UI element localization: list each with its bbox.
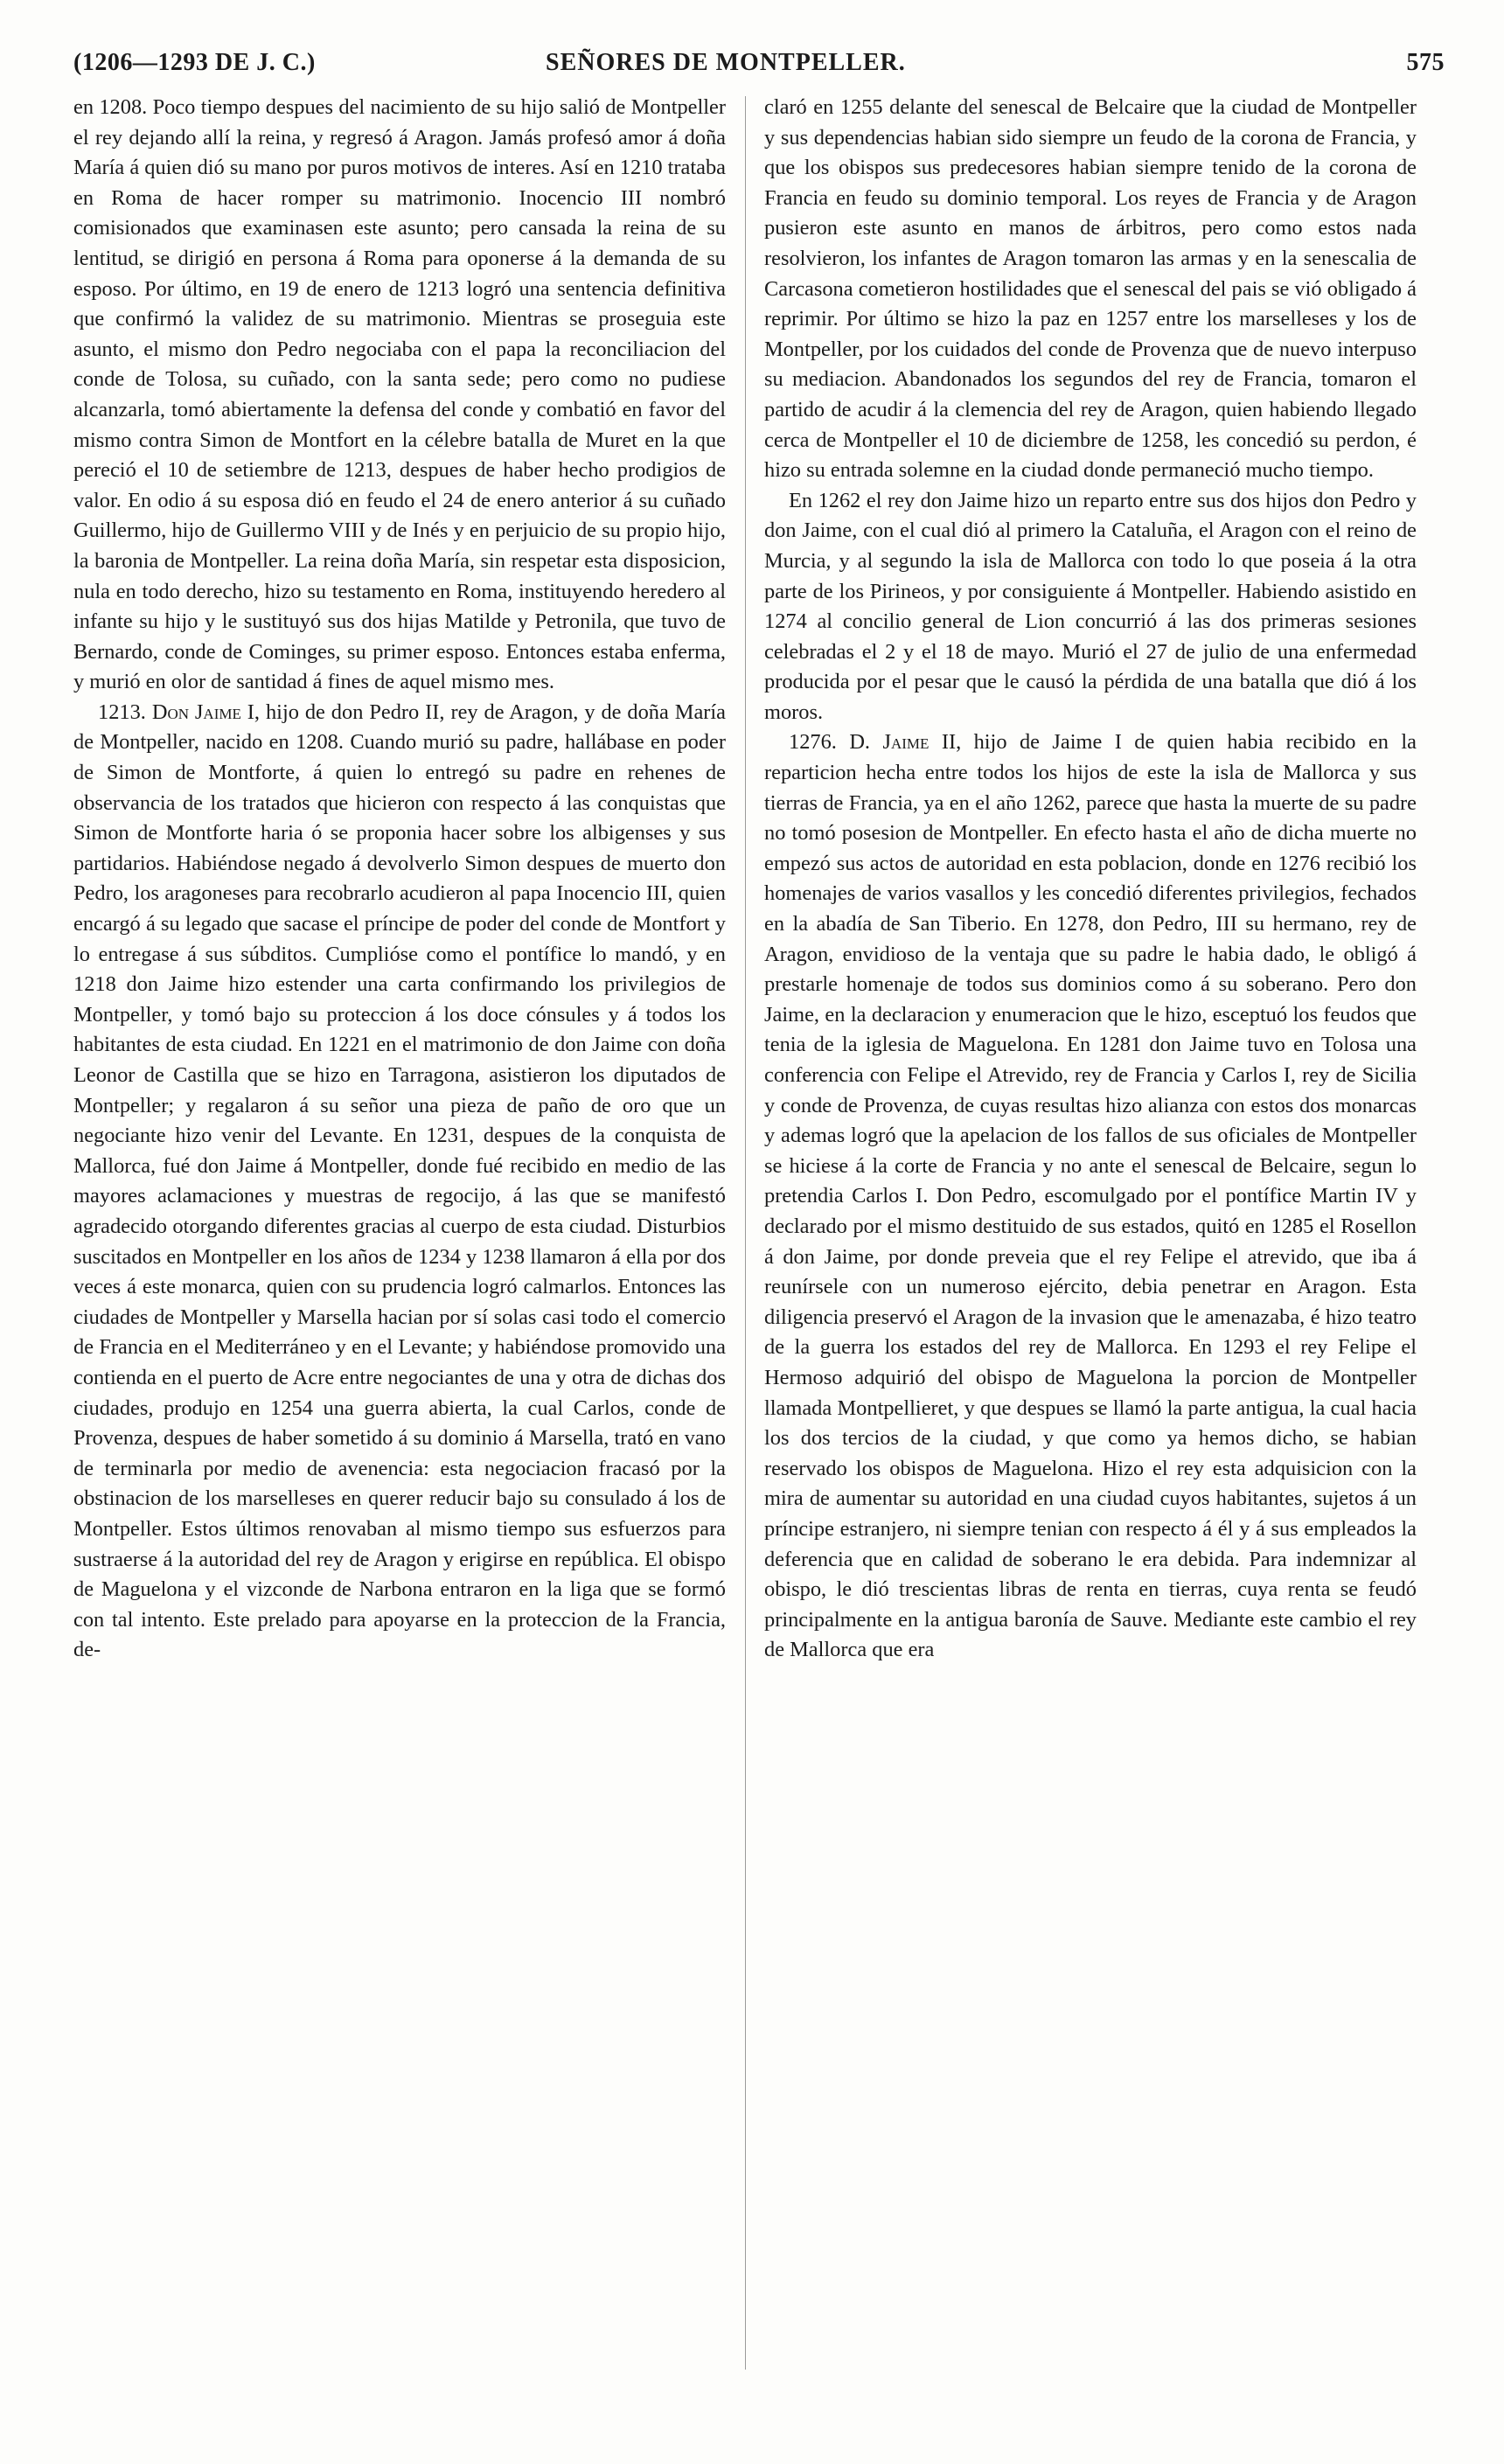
paragraph xyxy=(73,698,726,1666)
column-divider xyxy=(745,96,746,2370)
paragraph-text: claró en 1255 delante del senescal de Belcaire que la ciudad de Montpeller y sus dependencias habian sido siempre un feudo de la corona de Francia, y que los obispos sus predecesores habian siempre tenido de la corona de Francia en feudo su dominio temporal. Los reyes de Francia y de Aragon pusieron este asunto en manos de árbitros, pero como estos nada resolvieron, los infantes de Aragon tomaron las armas y en la senescalia de Carcasona cometieron hostilidades que el senescal del pais se vió obligado á reprimir. Por último se hizo la paz en 1257 entre los marselleses y los de Montpeller, por los cuidados del conde de Provenza que de nuevo interpuso su mediacion. Abandonados los segundos del rey de Francia, tomaron el partido de acudir á la clemencia del rey de Aragon, quien habiendo llegado cerca de Montpeller el 10 de diciembre de 1258, les concedió su perdon, é hizo su entrada solemne en la ciudad donde permaneció mucho tiempo. xyxy=(764,95,1417,483)
paragraph xyxy=(73,93,726,698)
page-number: 575 xyxy=(1406,49,1445,76)
paragraph xyxy=(764,93,1417,486)
paragraph-text: II, hijo de Jaime I de quien habia recibido en la reparticion hecha entre todos los hijos de este la isla de Mallorca y sus tierras de Francia, ya en el año 1262, parece que hasta la muerte de su padre no tomó posesion de Montpeller. En efecto hasta el año de dicha muerte no empezó sus actos de autoridad en esta poblacion, donde en 1276 recibió los homenajes de varios vasallos y les concedió diferentes privilegios, fechados en la abadía de San Tiberio. En 1278, don Pedro, III su hermano, rey de Aragon, envidioso de la ventaja que su padre le habia dado, le obligó á prestarle homenaje de todos sus dominios como á su soberano. Pero don Jaime, en la declaracion y enumeracion que le hizo, esceptuó los feudos que tenia de la iglesia de Maguelona. En 1281 don Jaime tuvo en Tolosa una conferencia con Felipe el Atrevido, rey de Francia y Carlos I, rey de Sicilia y conde de Provenza, de cuyas resultas hizo alianza con estos dos monarcas y ademas logró que la apelacion de los fallos de sus oficiales de Montpeller se hiciese á la corte de Francia y no ante el senescal de Belcaire, segun lo pretendia Carlos I. Don Pedro, escomulgado por el pontífice Martin IV y declarado por el mismo destituido de sus estados, quitó en 1285 el Rosellon á don Jaime, por donde preveia que el rey Felipe el atrevido, que iba á reunírsele con un numeroso ejército, debia penetrar en Aragon. Esta diligencia preservó el Aragon de la invasion que le amenazaba, é hizo teatro de la guerra los estados del rey de Mallorca. En 1293 el rey Felipe el Hermoso adquirió del obispo de Maguelona la porcion de Montpeller llamada Montpellieret, y que despues se llamó la parte antigua, la cual hacia los dos tercios de la ciudad, y que como ya hemos dicho, se habian reservado los obispos de Maguelona. Hizo el rey esta adquisicion con la mira de aumentar su autoridad en una ciudad cuyos habitantes, sujetos á un príncipe estranjero, ni siempre tenian con respecto á él y á sus empleados la deferencia que en calidad de soberano le era debida. Para indemnizar al obispo, le dió trescientas libras de renta en tierras, cuya renta se feudó principalmente en la antigua baronía de Sauve. Mediante este cambio el rey de Mallorca que era xyxy=(764,730,1417,1662)
left-column xyxy=(73,93,726,2384)
paragraph-name: D. Jaime xyxy=(849,730,930,755)
running-header xyxy=(73,45,1445,86)
paragraph xyxy=(764,727,1417,1665)
paragraph xyxy=(764,486,1417,728)
header-title: SEÑORES DE MONTPELLER. xyxy=(546,49,906,76)
paragraph-name: Don Jaime xyxy=(151,700,241,724)
paragraph-lead: 1213. xyxy=(98,700,152,724)
header-date-range: (1206—1293 DE J. C.) xyxy=(73,49,316,76)
paragraph-text: I, hijo de don Pedro II, rey de Aragon, y de doña María de Montpeller, nacido en 1208. Cuando murió su padre, hallábase en poder de Simon de Montforte, á quien lo entregó su padre en rehenes de observancia de los tratados que hicieron con respecto á las conquistas que Simon de Montforte haria ó se proponia hacer sobre los albigenses y sus partidarios. Habiéndose negado á devolverlo Simon despues de muerto don Pedro, los aragoneses para recobrarlo acudieron al papa Inocencio III, quien encargó á su legado que sacase el príncipe de poder del conde de Montfort y lo entregase á sus súbditos. Cumplióse como el pontífice lo mandó, y en 1218 don Jaime hizo estender una carta confirmando los privilegios de Montpeller, y tomó bajo su proteccion á los doce cónsules y á todos los habitantes de esta ciudad. En 1221 en el matrimonio de don Jaime con doña Leonor de Castilla que se hizo en Tarragona, asistieron los diputados de Montpeller; y regalaron á su señor una pieza de paño de oro que un negociante hizo venir del Levante. En 1231, despues de la conquista de Mallorca, fué don Jaime á Montpeller, donde fué recibido en medio de las mayores aclamaciones y muestras de regocijo, á las que se manifestó agradecido otorgando diferentes gracias al cuerpo de esta ciudad. Disturbios suscitados en Montpeller en los años de 1234 y 1238 llamaron á ella por dos veces á este monarca, quien con su prudencia logró calmarlos. Entonces las ciudades de Montpeller y Marsella hacian por sí solas casi todo el comercio de Francia en el Mediterráneo y en el Levante; y habiéndose promovido una contienda en el puerto de Acre entre negociantes de una y otra de dichas dos ciudades, produjo en 1254 una guerra abierta, la cual Carlos, conde de Provenza, despues de haber sometido á su dominio á Marsella, trató en vano de terminarla por medio de avenencia: esta negociacion fracasó por la obstinacion de los marselleses en querer reducir bajo su consulado á los de Montpeller. Estos últimos renovaban al mismo tiempo sus esfuerzos para sustraerse á la autoridad del rey de Aragon y erigirse en república. El obispo de Maguelona y el vizconde de Narbona entraron en la liga que se formó con tal intento. Este prelado para apoyarse en la proteccion de la Francia, de- xyxy=(73,700,726,1662)
paragraph-lead: 1276. xyxy=(789,730,850,755)
paragraph-text: En 1262 el rey don Jaime hizo un reparto entre sus dos hijos don Pedro y don Jaime, con el cual dió al primero la Cataluña, el Aragon con el reino de Murcia, y al segundo la isla de Mallorca con todo lo que poseia á la otra parte de los Pirineos, y por consiguiente á Montpeller. Habiendo asistido en 1274 al concilio general de Lion concurrió á las dos primeras sesiones celebradas el 2 y el 18 de mayo. Murió el 27 de julio de una enfermedad producida por el pesar que le causó la pérdida de una batalla que dió á los moros. xyxy=(764,488,1417,724)
paragraph-text: en 1208. Poco tiempo despues del nacimiento de su hijo salió de Montpeller el rey dejando allí la reina, y regresó á Aragon. Jamás profesó amor á doña María á quien dió su mano por puros motivos de interes. Así en 1210 trataba en Roma de hacer romper su matrimonio. Inocencio III nombró comisionados que examinasen este asunto; pero cansada la reina de su lentitud, se dirigió en persona á Roma para oponerse á la demanda de su esposo. Por último, en 19 de enero de 1213 logró una sentencia definitiva que confirmó la validez de su matrimonio. Mientras se proseguia este asunto, el mismo don Pedro negociaba con el papa la reconciliacion del conde de Tolosa, su cuñado, con la santa sede; pero como no pudiese alcanzarla, tomó abiertamente la defensa del conde y combatió en favor del mismo contra Simon de Montfort en la célebre batalla de Muret en la que pereció el 10 de setiembre de 1213, despues de haber hecho prodigios de valor. En odio á su esposa dió en feudo el 24 de enero anterior á su cuñado Guillermo, hijo de Guillermo VIII y de Inés y en perjuicio de su propio hijo, la baronia de Montpeller. La reina doña María, sin respetar esta disposicion, nula en todo derecho, hizo su testamento en Roma, instituyendo heredero al infante su hijo y le sustituyó sus dos hijas Matilde y Petronila, que tuvo de Bernardo, conde de Cominges, su primer esposo. Entonces estaba enferma, y murió en olor de santidad á fines de aquel mismo mes. xyxy=(73,95,726,694)
right-column xyxy=(764,93,1417,2384)
